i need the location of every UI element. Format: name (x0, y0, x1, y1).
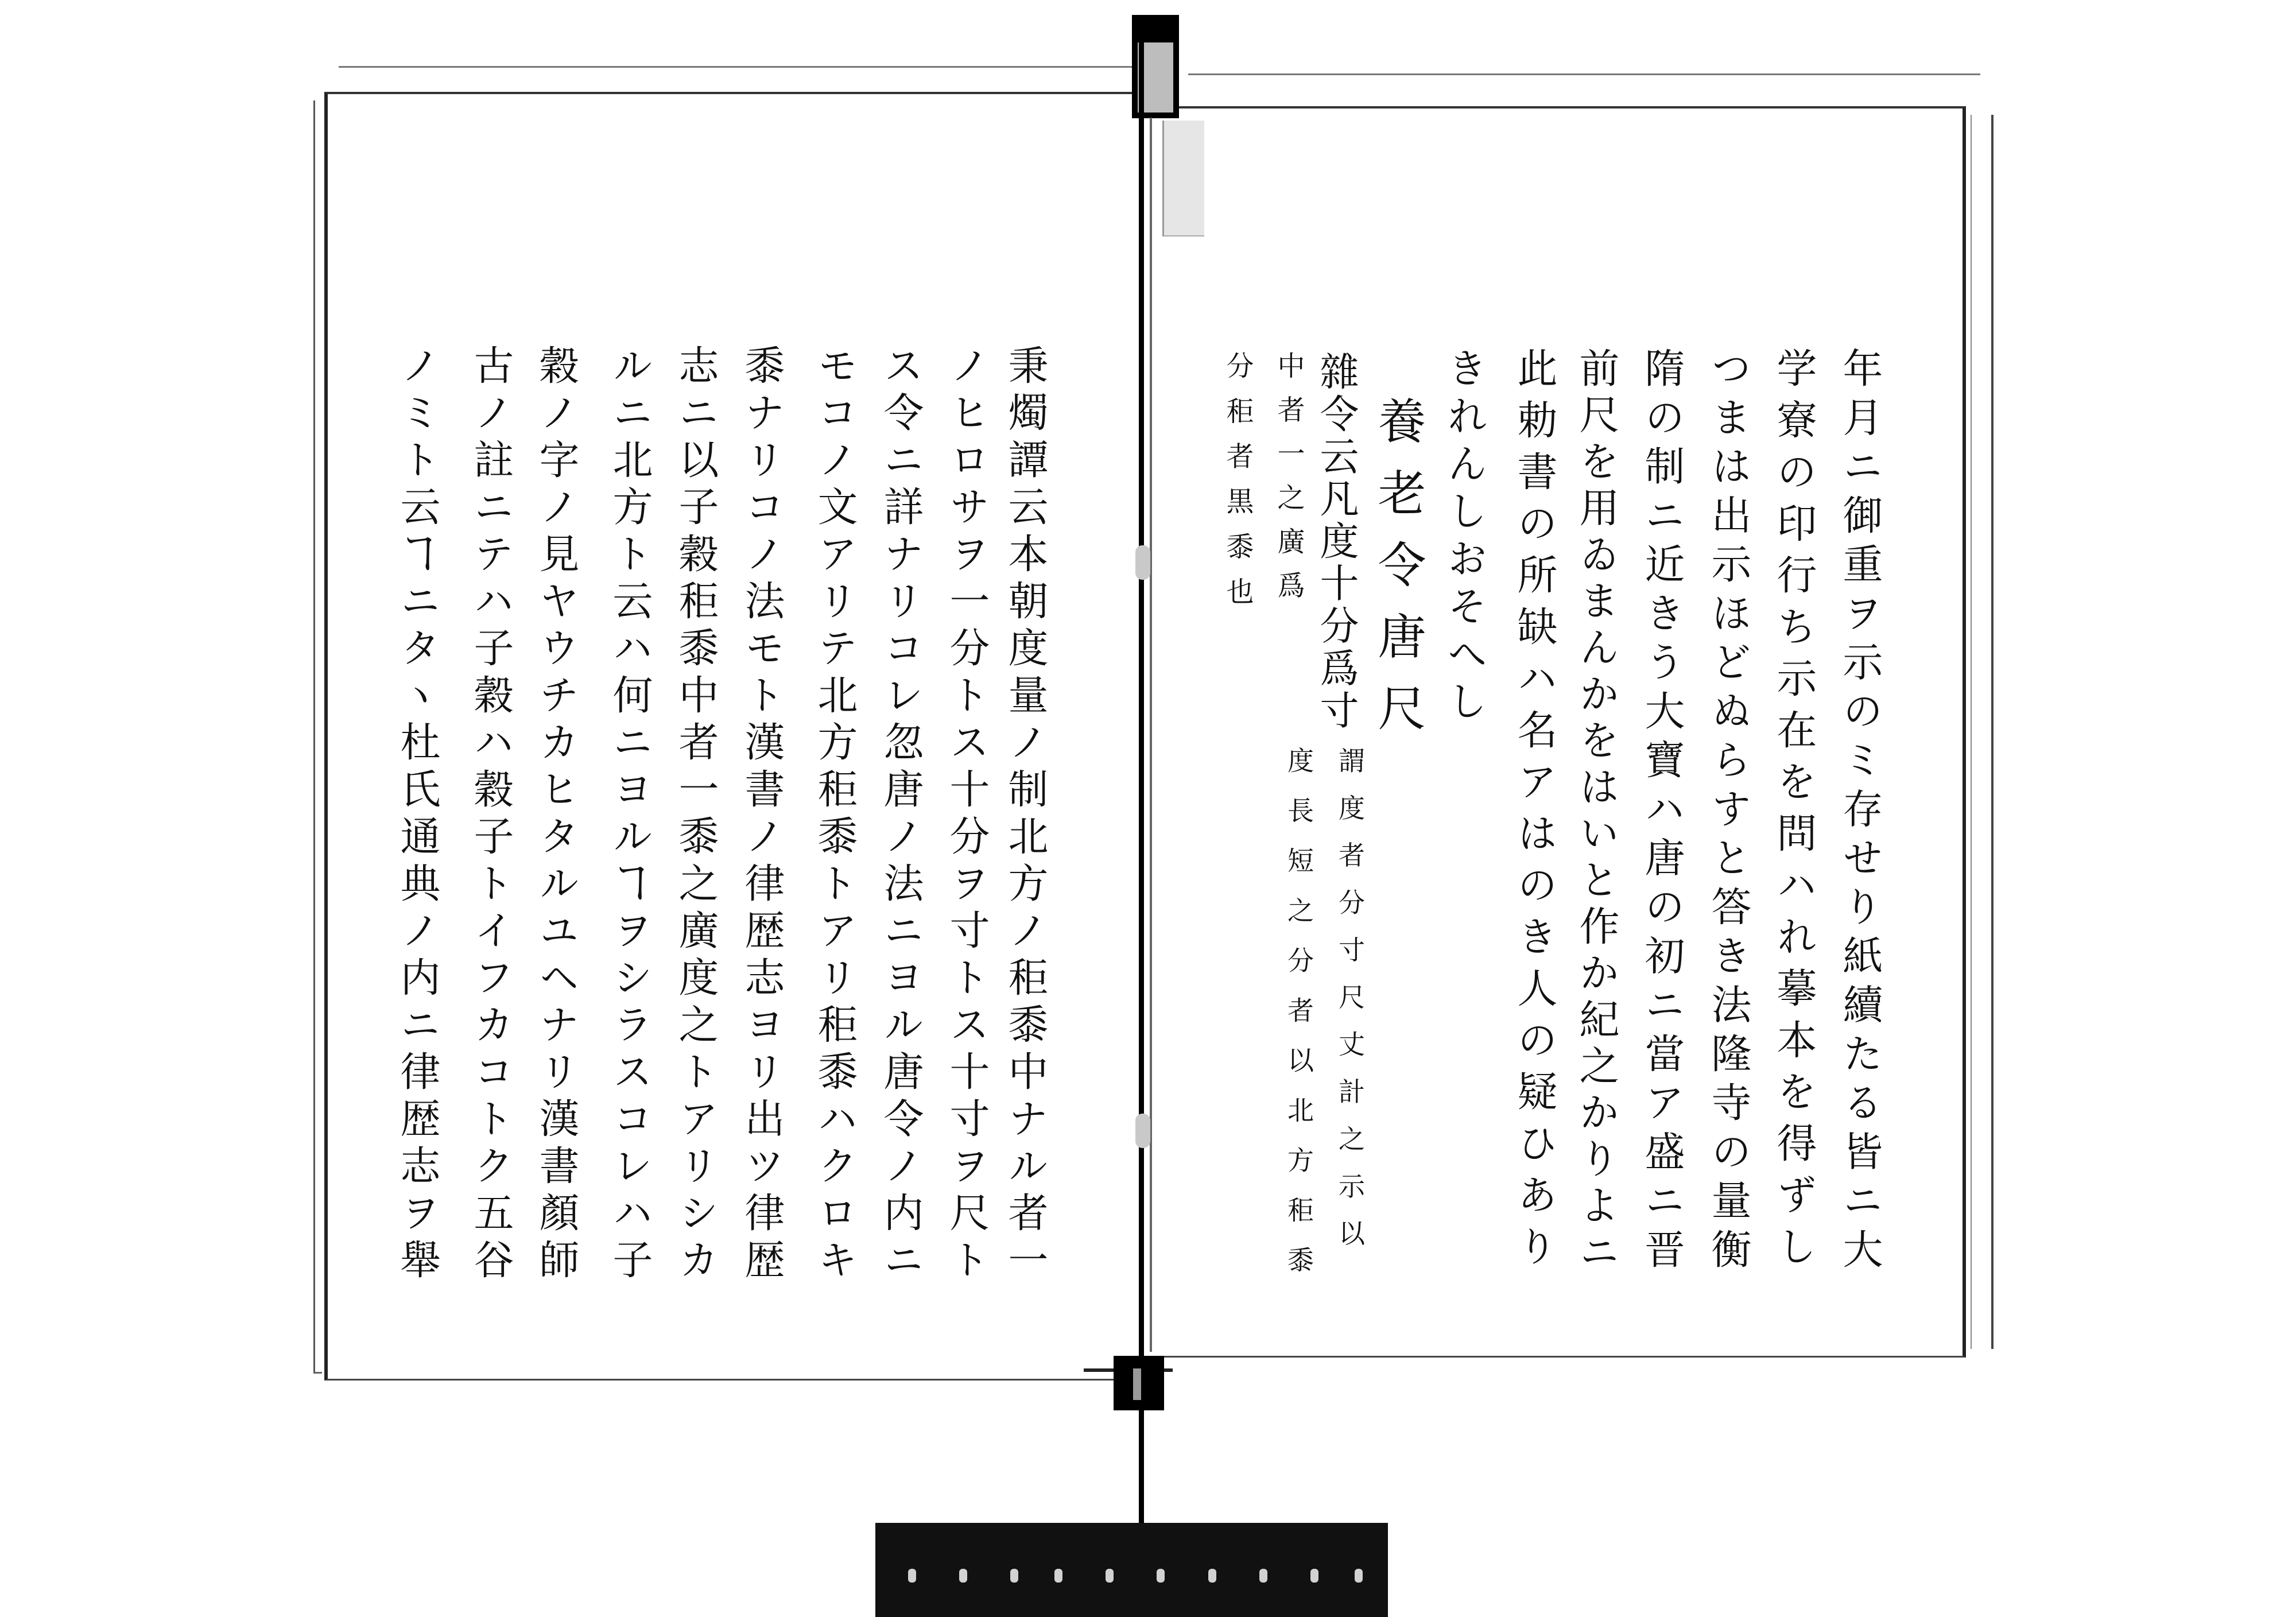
right-page-edge-line (1188, 73, 1980, 75)
text-column: モコノ文アリテ北方秬黍トアリ秬黍ハクロキ (811, 344, 858, 1286)
gloss-line: 謂度者分寸尺丈計之示以 (1335, 747, 1366, 1267)
right-page-stack-edge (1971, 115, 1994, 1349)
base-dot (1310, 1569, 1318, 1583)
base-dot (1208, 1569, 1216, 1583)
base-dot (1106, 1569, 1114, 1583)
gloss-line: 度長短之分者以北方秬黍 (1283, 747, 1314, 1296)
base-dot (908, 1569, 916, 1583)
base-dot (1259, 1569, 1267, 1583)
text-column: 穀ノ字ノ見ヤウチカヒタルユヘナリ漢書顏師 (533, 344, 580, 1286)
binding-tab (1162, 121, 1204, 236)
base-dot (1054, 1569, 1062, 1583)
left-page-edge-line (339, 66, 1134, 68)
text-column: つまは出示ほどぬらすと答き法隆寺の量衡 (1705, 347, 1752, 1277)
binding-rod-shadow (1150, 118, 1152, 1352)
scan-smudge (1135, 545, 1150, 580)
text-column: 此勅書の所缺ハ名アはのき人の疑ひあり (1511, 347, 1558, 1277)
left-page-stack-edge (313, 100, 322, 1374)
text-column: ス令ニ詳ナリコレ忽唐ノ法ニヨル唐令ノ内ニ (877, 344, 924, 1286)
text-column: 学寮の印行ち示在を問ハれ摹本を得ずし (1770, 347, 1817, 1277)
text-column: きれんしおそへし (1441, 347, 1488, 728)
gloss-line: 分秬者黒黍也 (1221, 351, 1254, 622)
text-column: 前尺を用ゐまんかをはいと作か紀之かりよニ (1573, 347, 1620, 1277)
text-column: ルニ北方ト云ハ何ニヨルヿヲシラスコレハ子 (606, 344, 653, 1286)
gloss-line: 中者一之廣爲 (1273, 351, 1305, 615)
text-column: 隋の制ニ近きう大寶ハ唐の初ニ當ア盛ニ晋 (1638, 347, 1685, 1278)
text-column: ノヒロサヲ一分トス十分ヲ寸トス十寸ヲ尺ト (943, 344, 990, 1286)
binding-rod (1139, 17, 1144, 1524)
bottom-clip (1114, 1356, 1164, 1410)
base-dot (1355, 1569, 1363, 1583)
text-column: 黍ナリコノ法モト漢書ノ律歴志ヨリ出ツ律歴 (738, 344, 785, 1286)
scan-smudge (1135, 1114, 1150, 1148)
statute-line: 雜令云凡度十分爲寸 (1313, 351, 1359, 732)
bottom-clip-slot (1133, 1368, 1141, 1400)
base-dot (1157, 1569, 1165, 1583)
text-column: ノミト云ヿニタヽ杜氏通典ノ内ニ律歴志ヲ舉 (394, 344, 441, 1286)
text-column: 秉燭譚云本朝度量ノ制北方ノ秬黍中ナル者一 (1002, 344, 1049, 1286)
text-column: 志ニ以子穀秬黍中者一黍之廣度之トアリシカ (672, 344, 719, 1286)
base-dot (1010, 1569, 1018, 1583)
section-heading: 養老令唐尺 (1370, 396, 1426, 755)
text-column: 古ノ註ニテハ子穀ハ穀子トイフカコトク五谷 (467, 344, 514, 1286)
base-dot (959, 1569, 967, 1583)
stand-base (875, 1523, 1388, 1617)
text-column: 年月ニ御重ヲ示のミ存せり紙續たる皆ニ大 (1836, 347, 1883, 1277)
